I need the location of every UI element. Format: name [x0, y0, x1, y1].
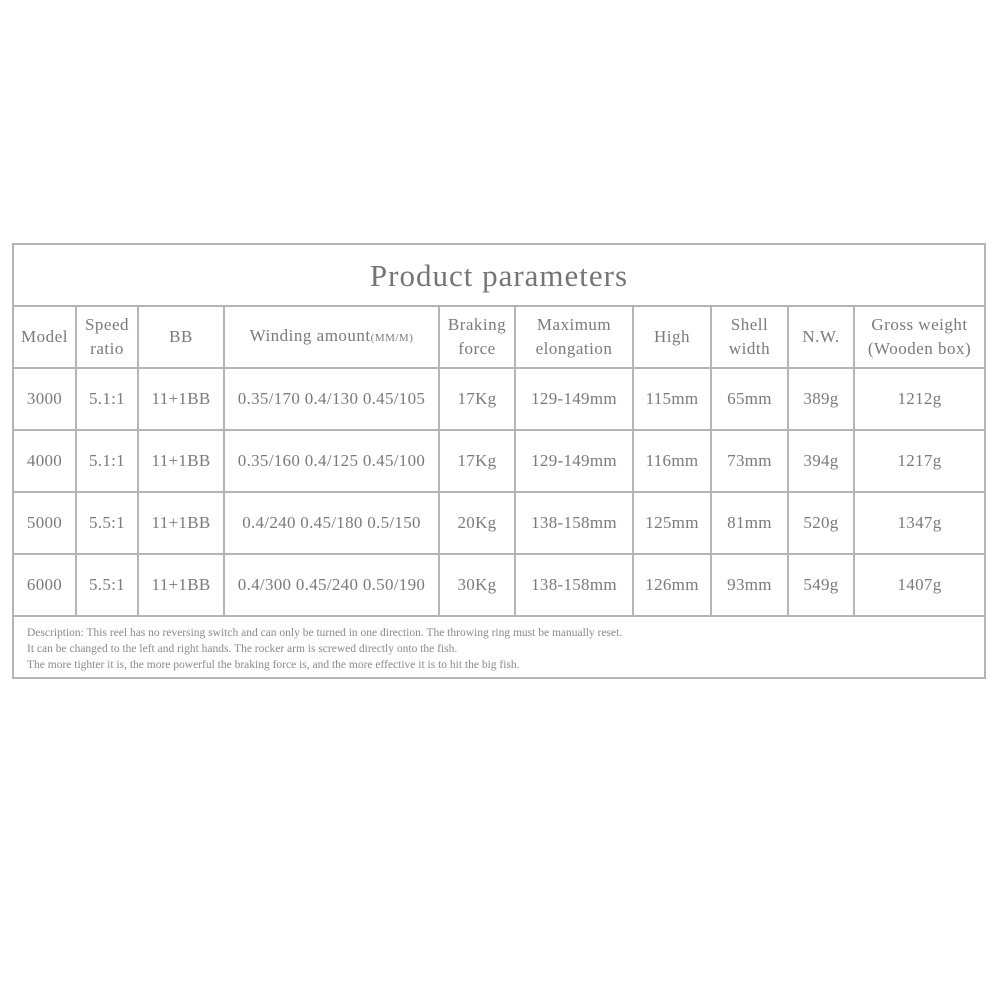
cell-gross-weight: 1217g — [854, 430, 984, 492]
cell-speed-ratio: 5.1:1 — [76, 368, 138, 430]
header-model: Model — [14, 307, 76, 368]
description — [14, 617, 984, 673]
cell-shell-width: 93mm — [711, 554, 788, 616]
cell-maximum-elongation: 129-149mm — [515, 368, 633, 430]
cell-shell-width: 73mm — [711, 430, 788, 492]
cell-model: 3000 — [14, 368, 76, 430]
header-maximum-elongation: Maximum elongation — [515, 307, 633, 368]
description-line: Description: This reel has no reversing switch and can only be turned in one direction. The throwing ring must be manually reset. — [27, 627, 623, 639]
header-high: High — [633, 307, 711, 368]
cell-bb: 11+1BB — [138, 492, 224, 554]
header-gross-weight: Gross weight (Wooden box) — [854, 307, 984, 368]
cell-net-weight: 549g — [788, 554, 854, 616]
header-net-weight: N.W. — [788, 307, 854, 368]
header-speed-ratio: Speed ratio — [76, 307, 138, 368]
header-winding-amount: Winding amount(MM/M) — [224, 307, 439, 368]
description-line: It can be changed to the left and right hands. The rocker arm is screwed directly onto the fish. — [27, 643, 458, 655]
table-row — [14, 554, 984, 616]
cell-winding-amount: 0.35/170 0.4/130 0.45/105 — [224, 368, 439, 430]
cell-bb: 11+1BB — [138, 368, 224, 430]
cell-maximum-elongation: 138-158mm — [515, 492, 633, 554]
table-row — [14, 368, 984, 430]
header-shell-width: Shell width — [711, 307, 788, 368]
cell-model: 6000 — [14, 554, 76, 616]
cell-braking-force: 20Kg — [439, 492, 515, 554]
cell-net-weight: 389g — [788, 368, 854, 430]
product-parameters-panel — [12, 243, 986, 679]
table-row — [14, 430, 984, 492]
cell-winding-amount: 0.35/160 0.4/125 0.45/100 — [224, 430, 439, 492]
cell-speed-ratio: 5.5:1 — [76, 554, 138, 616]
cell-speed-ratio: 5.5:1 — [76, 492, 138, 554]
cell-braking-force: 17Kg — [439, 430, 515, 492]
page-title: Product parameters — [14, 245, 984, 307]
parameters-table — [14, 307, 984, 617]
cell-model: 4000 — [14, 430, 76, 492]
cell-gross-weight: 1347g — [854, 492, 984, 554]
cell-gross-weight: 1407g — [854, 554, 984, 616]
cell-winding-amount: 0.4/300 0.45/240 0.50/190 — [224, 554, 439, 616]
cell-high: 125mm — [633, 492, 711, 554]
cell-maximum-elongation: 129-149mm — [515, 430, 633, 492]
cell-shell-width: 65mm — [711, 368, 788, 430]
cell-high: 116mm — [633, 430, 711, 492]
table-header-row — [14, 307, 984, 368]
cell-high: 115mm — [633, 368, 711, 430]
header-braking-force: Braking force — [439, 307, 515, 368]
cell-winding-amount: 0.4/240 0.45/180 0.5/150 — [224, 492, 439, 554]
cell-net-weight: 520g — [788, 492, 854, 554]
header-bb: BB — [138, 307, 224, 368]
description-line: The more tighter it is, the more powerful the braking force is, and the more effective it is to hit the big fish. — [27, 659, 520, 671]
cell-shell-width: 81mm — [711, 492, 788, 554]
cell-high: 126mm — [633, 554, 711, 616]
cell-braking-force: 17Kg — [439, 368, 515, 430]
cell-gross-weight: 1212g — [854, 368, 984, 430]
cell-maximum-elongation: 138-158mm — [515, 554, 633, 616]
cell-model: 5000 — [14, 492, 76, 554]
cell-bb: 11+1BB — [138, 554, 224, 616]
cell-bb: 11+1BB — [138, 430, 224, 492]
table-row — [14, 492, 984, 554]
cell-net-weight: 394g — [788, 430, 854, 492]
cell-speed-ratio: 5.1:1 — [76, 430, 138, 492]
cell-braking-force: 30Kg — [439, 554, 515, 616]
